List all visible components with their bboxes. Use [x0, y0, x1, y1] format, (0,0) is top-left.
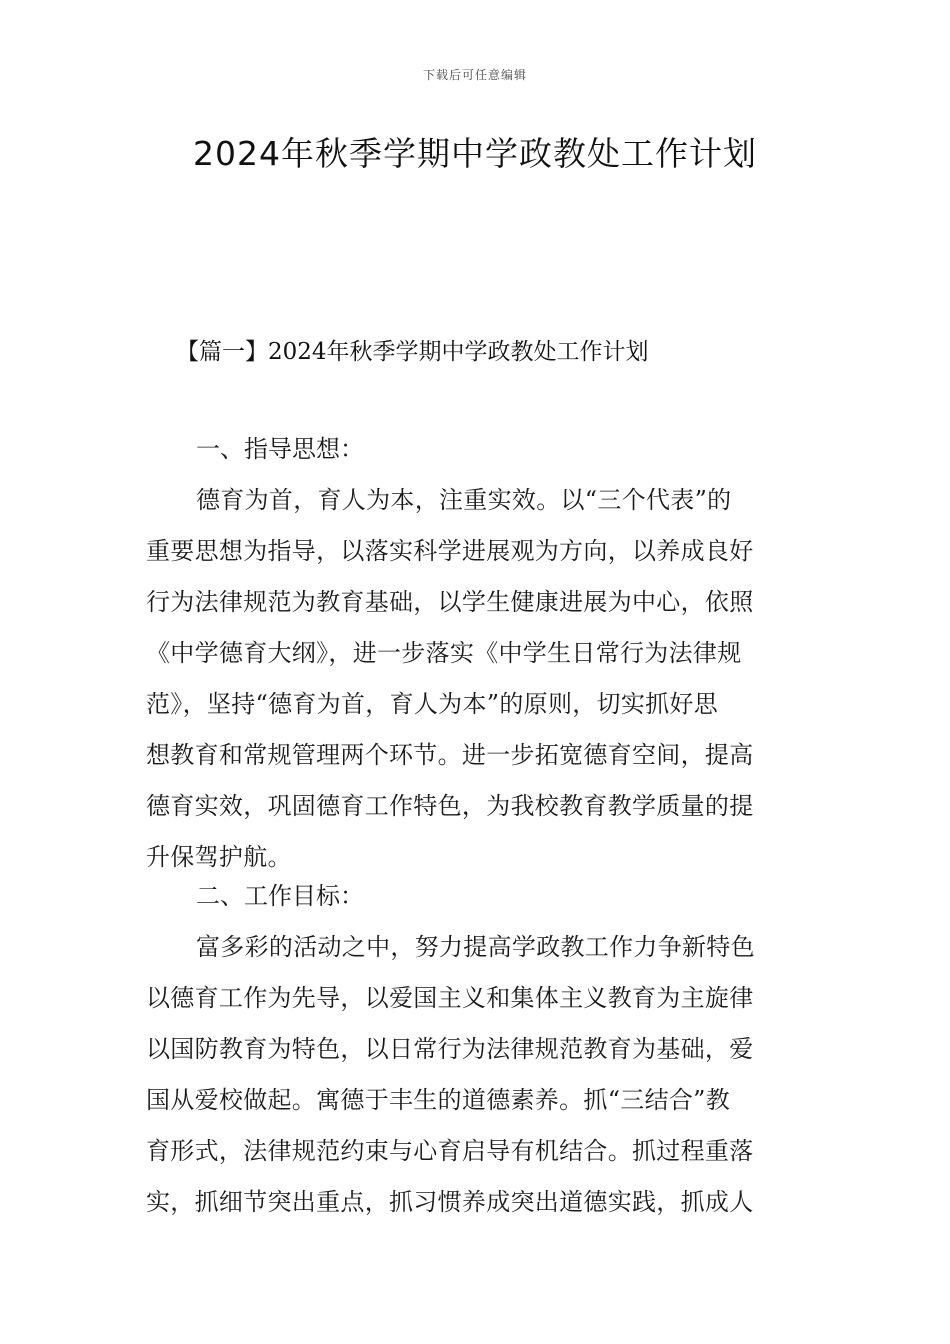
section-work-goals	[146, 871, 811, 1228]
paragraph-line: 实，抓细节突出重点，抓习惯养成突出道德实践，抓成人	[146, 1188, 754, 1216]
paragraph-line: 育形式，法律规范约束与心育启导有机结合。抓过程重落	[146, 1137, 754, 1165]
paragraph-line: 德育实效，巩固德育工作特色，为我校教育教学质量的提	[146, 792, 754, 820]
paragraph-line: 《中学德育大纲》，进一步落实《中学生日常行为法律规	[146, 639, 742, 667]
section-guiding-ideology	[146, 424, 811, 883]
part-title: 【篇一】2024年秋季学期中学政教处工作计划	[176, 339, 649, 365]
paragraph-line: 以德育工作为先导，以爱国主义和集体主义教育为主旋律	[146, 984, 754, 1012]
paragraph-line: 范》，坚持“德育为首，育人为本”的原则，切实抓好思	[146, 690, 719, 718]
paragraph-line: 行为法律规范为教育基础，以学生健康进展为中心，依照	[146, 588, 754, 616]
paragraph-line: 国从爱校做起。寓德于丰生的道德素养。抓“三结合”教	[146, 1086, 731, 1114]
paragraph-line: 想教育和常规管理两个环节。进一步拓宽德育空间，提高	[146, 741, 754, 769]
paragraph-line: 升保驾护航。	[146, 843, 292, 871]
section-heading: 一、指导思想：	[196, 435, 364, 463]
paragraph-line: 德育为首，育人为本，注重实效。以“三个代表”的	[196, 486, 732, 514]
document-title: 2024年秋季学期中学政教处工作计划	[193, 134, 757, 173]
section-heading: 二、工作目标：	[196, 882, 364, 910]
page-header-note: 下载后可任意编辑	[422, 68, 527, 82]
paragraph-line: 富多彩的活动之中，努力提高学政教工作力争新特色	[196, 933, 755, 961]
paragraph-line: 以国防教育为特色，以日常行为法律规范教育为基础，爱	[146, 1035, 754, 1063]
paragraph-line: 重要思想为指导，以落实科学进展观为方向，以养成良好	[146, 537, 754, 565]
